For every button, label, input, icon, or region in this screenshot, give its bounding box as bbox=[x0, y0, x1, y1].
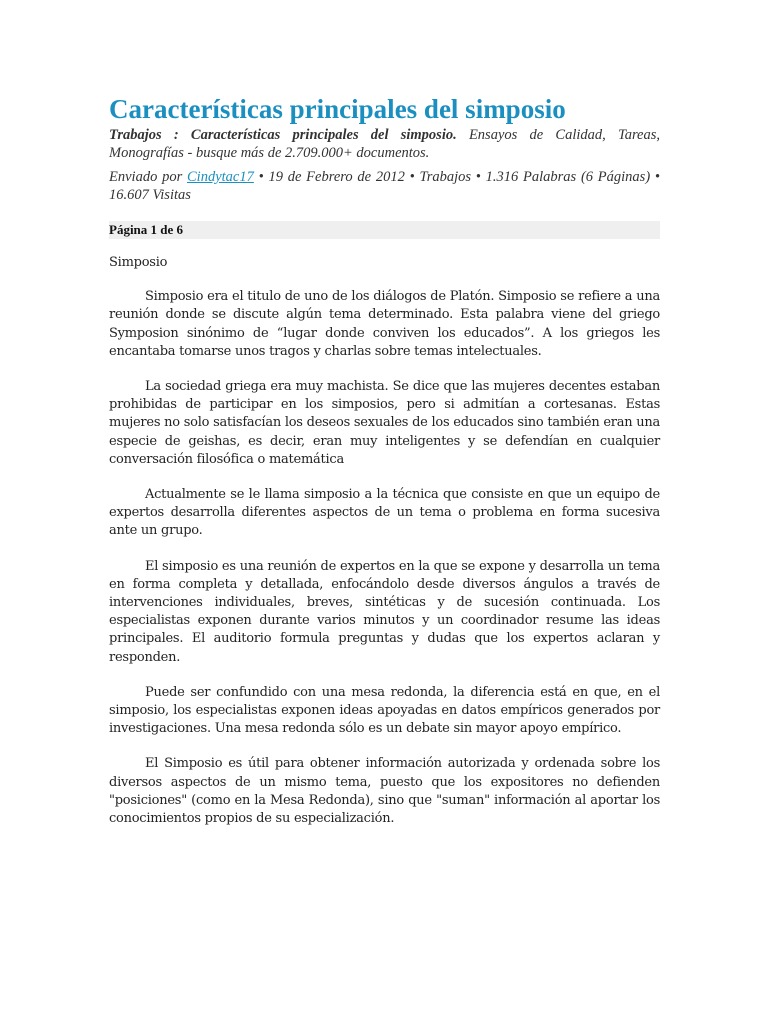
paragraph: Actualmente se le llama simposio a la técnica que consiste en que un equipo de expertos desarrolla diferentes aspectos de un tema o problema en forma sucesiva ante un grupo. bbox=[109, 487, 660, 539]
document-byline bbox=[109, 168, 660, 204]
document-details: • 19 de Febrero de 2012 • Trabajos • 1.316 Palabras (6 Páginas) • 16.607 Visitas bbox=[109, 169, 660, 203]
page-indicator-bar bbox=[109, 221, 660, 239]
sent-by-label: Enviado por bbox=[109, 169, 183, 185]
section-heading: Simposio bbox=[109, 255, 168, 270]
author-link[interactable]: Cindytac17 bbox=[187, 169, 254, 185]
paragraph: La sociedad griega era muy machista. Se dice que las mujeres decentes estaban prohibidas de participar en los simposios, pero si admitían a cortesanas. Estas mujeres no solo satisfacían los deseos sexuales de los educados sino también eran una especie de geishas, es decir, eran muy inteligentes y se defendían en cualquier conversación filosófica o matemática bbox=[109, 379, 660, 467]
paragraph: El Simposio es útil para obtener información autorizada y ordenada sobre los diversos aspectos de un mismo tema, puesto que los expositores no defienden "posiciones" (como en la Mesa Redonda), sino que "suman" información al aportar los conocimientos propios de su especialización. bbox=[109, 756, 660, 827]
tagline: Ensayos de Calidad, Tareas, Monografías - busque más de 2.709.000+ documentos. bbox=[109, 127, 661, 161]
paragraph: Simposio era el titulo de uno de los diálogos de Platón. Simposio se refiere a una reunión donde se discute algún tema determinado. Esta palabra viene del griego Symposion sinónimo de “lugar donde conviven los educados”. A los griegos les encantaba tomarse unos tragos y charlas sobre temas intelectuales. bbox=[109, 289, 660, 359]
document-title-inline: Características principales del simposio. bbox=[190, 127, 457, 143]
paragraph: El simposio es una reunión de expertos en la que se expone y desarrolla un tema en forma completa y detallada, enfocándolo desde diversos ángulos a través de intervenciones individuales, breves, sintéticas y de sucesión continuada. Los especialistas exponen durante varios minutos y un coordinador resume las ideas principales. El auditorio formula preguntas y dudas que los expertos aclaran y responden. bbox=[109, 558, 660, 665]
paragraph: Puede ser confundido con una mesa redonda, la diferencia está en que, en el simposio, los especialistas exponen ideas apoyadas en datos empíricos generados por investigaciones. Una mesa redonda sólo es un debate sin mayor apoyo empírico. bbox=[109, 684, 660, 737]
trabajos-label: Trabajos : bbox=[109, 127, 179, 143]
document-body bbox=[109, 254, 660, 828]
page-title: Características principales del simposio bbox=[109, 94, 566, 124]
document-summary bbox=[109, 126, 660, 162]
document-content bbox=[109, 93, 660, 828]
page-indicator: Página 1 de 6 bbox=[109, 222, 184, 237]
